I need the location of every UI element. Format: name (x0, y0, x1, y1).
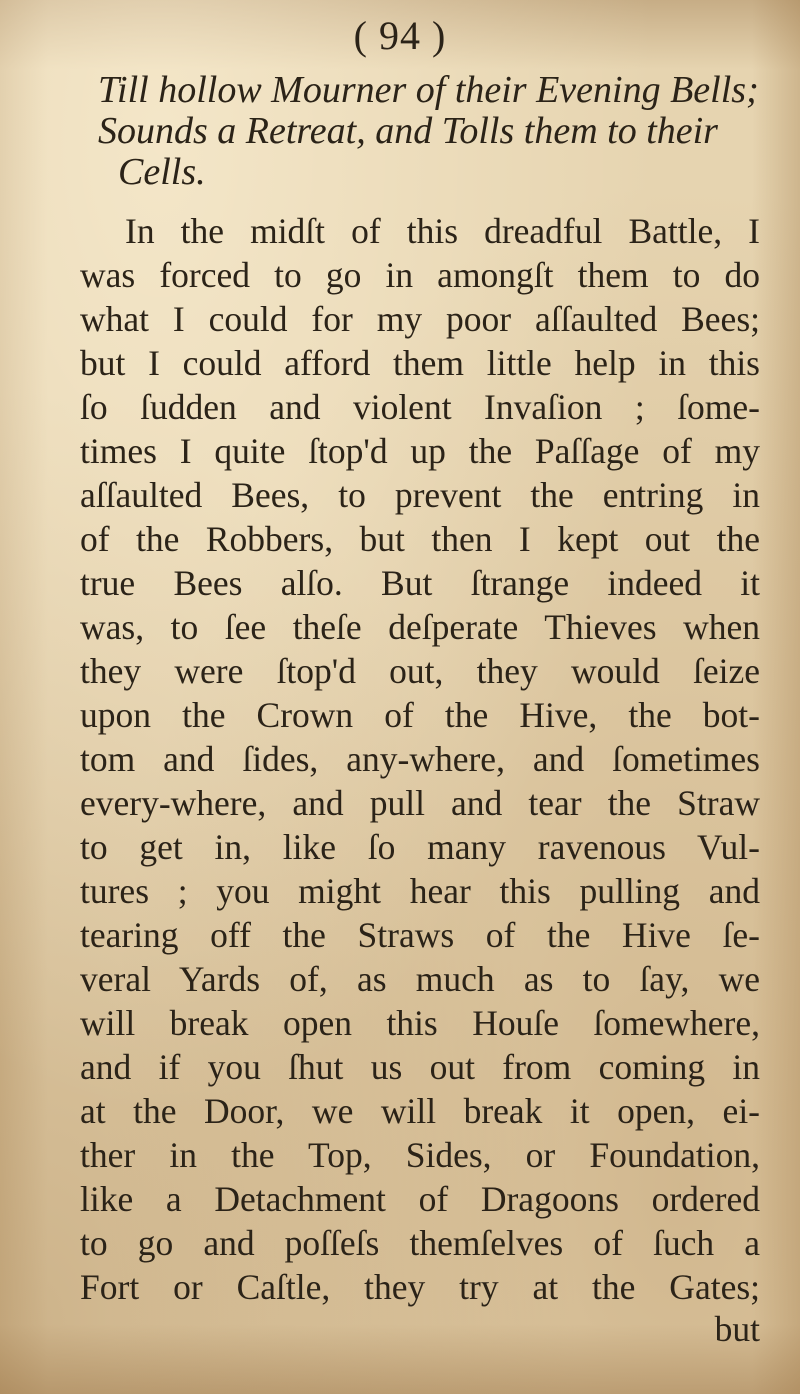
verse-line: Sounds a Retreat, and Tolls them to their (98, 110, 718, 152)
prose-line: to go and poſſeſs themſelves of ſuch a (80, 1223, 760, 1263)
page-number: ( 94 ) (353, 13, 447, 58)
prose-line: In the midſt of this dreadful Battle, I (125, 211, 760, 251)
prose-line: upon the Crown of the Hive, the bot- (80, 695, 760, 735)
prose-line: true Bees alſo. But ſtrange indeed it (80, 563, 760, 603)
prose-line: Fort or Caſtle, they try at the Gates; (80, 1267, 760, 1307)
verse-line: Cells. (118, 151, 206, 193)
prose-line: tom and ſides, any-where, and ſometimes (80, 739, 760, 779)
prose-line: and if you ſhut us out from coming in (80, 1047, 760, 1087)
verse-line: Till hollow Mourner of their Evening Bells; (98, 69, 759, 111)
prose-line: what I could for my poor aſſaulted Bees; (80, 299, 760, 339)
prose-line: tearing off the Straws of the Hive ſe- (80, 915, 760, 955)
prose-line: ſo ſudden and violent Invaſion ; ſome- (80, 387, 760, 427)
prose-line: like a Detachment of Dragoons ordered (80, 1179, 760, 1219)
prose-line: tures ; you might hear this pulling and (80, 871, 760, 911)
prose-line: was, to ſee theſe deſperate Thieves when (80, 607, 760, 647)
prose-line: they were ſtop'd out, they would ſeize (80, 651, 760, 691)
catchword: but (714, 1309, 760, 1349)
prose-line: every-where, and pull and tear the Straw (80, 783, 760, 823)
prose-line: ther in the Top, Sides, or Foundation, (80, 1135, 760, 1175)
prose-line: will break open this Houſe ſomewhere, (80, 1003, 760, 1043)
prose-line: of the Robbers, but then I kept out the (80, 519, 760, 559)
prose-line: to get in, like ſo many ravenous Vul- (80, 827, 760, 867)
prose-line: at the Door, we will break it open, ei- (80, 1091, 760, 1131)
verse-block (98, 70, 798, 193)
prose-line: aſſaulted Bees, to prevent the entring in (80, 475, 760, 515)
prose-line: but I could afford them little help in this (80, 343, 760, 383)
prose-line: times I quite ſtop'd up the Paſſage of my (80, 431, 760, 471)
prose-line: veral Yards of, as much as to ſay, we (80, 959, 760, 999)
prose-line: was forced to go in amongſt them to do (80, 255, 760, 295)
